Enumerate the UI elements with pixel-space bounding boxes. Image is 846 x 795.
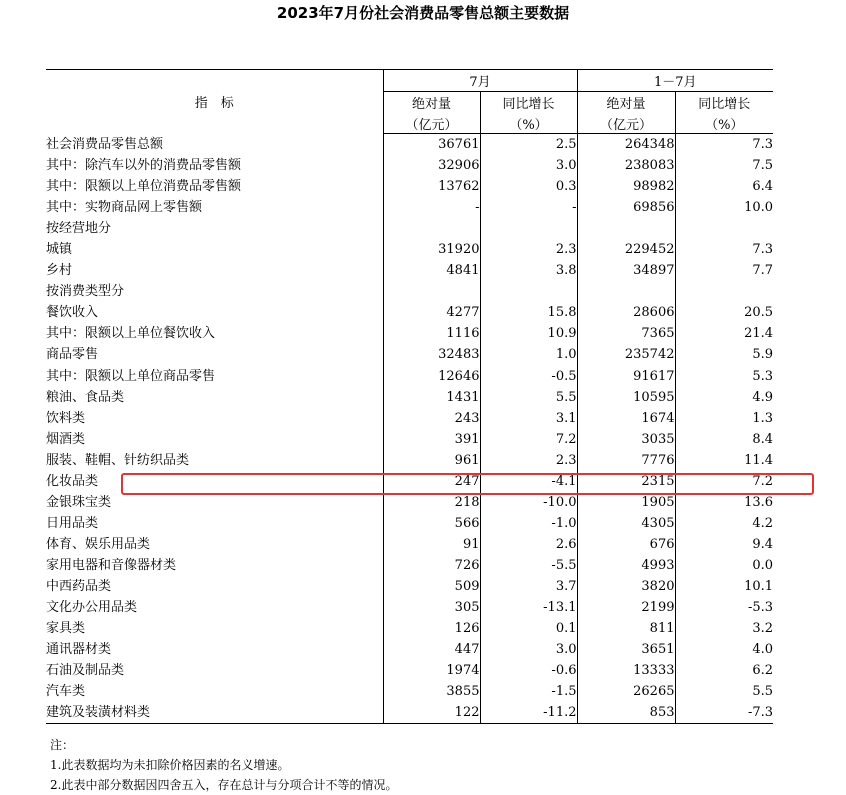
col-header-ytd-abs: 绝对量 [577, 92, 675, 114]
row-label: 服装、鞋帽、针纺织品类 [46, 452, 190, 468]
cell-ytd-abs: 235742 [577, 344, 675, 365]
note-line-1: 1.此表数据均为未扣除价格因素的名义增速。 [50, 758, 290, 772]
cell-ytd-yoy: 7.3 [675, 134, 773, 156]
cell-ytd-yoy: 4.2 [675, 513, 773, 534]
cell-ytd-abs: 4993 [577, 555, 675, 576]
cell-ytd-abs: 2315 [577, 471, 675, 492]
cell-ytd-abs: 853 [577, 702, 675, 724]
group-header-jan-jul: 1－7月 [577, 70, 773, 92]
cell-ytd-yoy: 5.5 [675, 681, 773, 702]
cell-ytd-abs: 7365 [577, 323, 675, 344]
cell-jul-yoy: -13.1 [480, 597, 577, 618]
row-label: 按消费类型分 [46, 284, 125, 300]
cell-jul-yoy: 2.6 [480, 534, 577, 555]
table-row [46, 660, 773, 681]
cell-jul-yoy [480, 281, 577, 302]
cell-jul-abs: 1431 [383, 387, 480, 408]
cell-ytd-yoy: 7.2 [675, 471, 773, 492]
cell-ytd-abs: 264348 [577, 134, 675, 156]
cell-ytd-yoy: 7.7 [675, 260, 773, 281]
cell-jul-yoy: 1.0 [480, 344, 577, 365]
table-row [46, 681, 773, 702]
table-row [46, 323, 773, 344]
row-label: 社会消费品零售总额 [46, 136, 164, 152]
cell-jul-yoy: 10.9 [480, 323, 577, 344]
cell-ytd-yoy: 6.2 [675, 660, 773, 681]
cell-ytd-yoy: 6.4 [675, 176, 773, 197]
col-header-ytd-yoy: 同比增长 [675, 92, 773, 114]
cell-jul-yoy: 3.0 [480, 639, 577, 660]
table-row [46, 281, 773, 302]
cell-jul-abs: 391 [383, 429, 480, 450]
cell-jul-abs: 243 [383, 408, 480, 429]
table-row [46, 155, 773, 176]
cell-ytd-yoy: 4.0 [675, 639, 773, 660]
row-label: 城镇 [46, 242, 73, 258]
table-row [46, 597, 773, 618]
cell-jul-yoy: 2.3 [480, 450, 577, 471]
cell-jul-yoy: 3.7 [480, 576, 577, 597]
cell-jul-abs: 218 [383, 492, 480, 513]
cell-jul-yoy: 0.3 [480, 176, 577, 197]
cell-ytd-abs: 811 [577, 618, 675, 639]
cell-ytd-yoy: 1.3 [675, 408, 773, 429]
row-label: 中西药品类 [46, 579, 112, 594]
col-unit-ytd-abs: （亿元） [577, 113, 675, 134]
cell-ytd-yoy: 10.1 [675, 576, 773, 597]
table-row [46, 492, 773, 513]
cell-ytd-yoy: 11.4 [675, 450, 773, 471]
row-label: 其中：限额以上单位餐饮收入 [46, 326, 216, 342]
cell-ytd-abs: 229452 [577, 239, 675, 260]
table-row [46, 513, 773, 534]
row-label: 体育、娱乐用品类 [46, 536, 151, 552]
retail-sales-table [46, 69, 773, 724]
cell-ytd-abs: 7776 [577, 450, 675, 471]
cell-ytd-yoy: 5.9 [675, 344, 773, 365]
cell-jul-abs: 91 [383, 534, 480, 555]
cell-jul-yoy: -10.0 [480, 492, 577, 513]
cell-ytd-yoy: 0.0 [675, 555, 773, 576]
group-header-july: 7月 [383, 70, 577, 92]
row-label: 其中：实物商品网上零售额 [46, 200, 203, 216]
row-label: 建筑及装潢材料类 [46, 702, 383, 724]
table-row [46, 534, 773, 555]
table-row [46, 366, 773, 387]
cell-ytd-yoy: 9.4 [675, 534, 773, 555]
cell-jul-abs: 32483 [383, 344, 480, 365]
cell-ytd-abs: 91617 [577, 366, 675, 387]
cell-jul-abs: 1974 [383, 660, 480, 681]
cell-jul-abs [383, 281, 480, 302]
row-label: 日用品类 [46, 515, 99, 531]
cell-ytd-yoy: 10.0 [675, 197, 773, 218]
table-row [46, 408, 773, 429]
table-row [46, 197, 773, 218]
cell-jul-abs: 3855 [383, 681, 480, 702]
cell-jul-yoy: -5.5 [480, 555, 577, 576]
cell-ytd-abs: 238083 [577, 155, 675, 176]
cell-jul-yoy: 7.2 [480, 429, 577, 450]
cell-jul-abs: 509 [383, 576, 480, 597]
cell-jul-abs: 726 [383, 555, 480, 576]
col-unit-july-abs: （亿元） [383, 113, 480, 134]
row-label: 金银珠宝类 [46, 494, 112, 510]
row-label: 石油及制品类 [46, 663, 125, 679]
cell-jul-abs: 31920 [383, 239, 480, 260]
table-row [46, 450, 773, 471]
cell-jul-abs: 305 [383, 597, 480, 618]
cell-jul-yoy: 0.1 [480, 618, 577, 639]
table-row [46, 176, 773, 197]
cell-ytd-abs: 69856 [577, 197, 675, 218]
cell-jul-abs: 126 [383, 618, 480, 639]
cell-ytd-yoy: -7.3 [675, 702, 773, 724]
cell-ytd-yoy: 4.9 [675, 387, 773, 408]
table-row [46, 134, 773, 156]
col-unit-ytd-yoy: （%） [675, 113, 773, 134]
table-notes [50, 735, 397, 795]
row-label: 烟酒类 [46, 431, 86, 447]
cell-ytd-abs: 28606 [577, 302, 675, 323]
cell-ytd-abs: 2199 [577, 597, 675, 618]
indicator-header: 指 标 [46, 70, 383, 134]
cell-jul-abs [383, 218, 480, 239]
cell-jul-abs: - [383, 197, 480, 218]
table-row [46, 239, 773, 260]
table-row [46, 387, 773, 408]
cell-jul-abs: 961 [383, 450, 480, 471]
cell-ytd-abs: 4305 [577, 513, 675, 534]
table-row [46, 639, 773, 660]
cell-jul-yoy: - [480, 197, 577, 218]
cell-jul-yoy: -0.5 [480, 366, 577, 387]
cell-jul-abs: 447 [383, 639, 480, 660]
row-label: 通讯器材类 [46, 642, 112, 658]
cell-jul-yoy: 3.8 [480, 260, 577, 281]
cell-ytd-abs: 26265 [577, 681, 675, 702]
cell-jul-yoy: 3.1 [480, 408, 577, 429]
cell-ytd-abs: 1674 [577, 408, 675, 429]
cell-jul-yoy: 2.5 [480, 134, 577, 156]
note-line-2: 2.此表中部分数据因四舍五入，存在总计与分项合计不等的情况。 [50, 778, 398, 792]
cell-ytd-yoy: 13.6 [675, 492, 773, 513]
table-row [46, 618, 773, 639]
row-label: 其中：除汽车以外的消费品零售额 [46, 158, 242, 174]
cell-ytd-abs [577, 281, 675, 302]
cell-jul-yoy: 15.8 [480, 302, 577, 323]
cell-jul-abs: 13762 [383, 176, 480, 197]
cell-ytd-abs: 13333 [577, 660, 675, 681]
row-label: 饮料类 [46, 410, 86, 426]
row-label: 商品零售 [46, 347, 99, 363]
row-label: 汽车类 [46, 684, 86, 700]
cell-ytd-abs: 10595 [577, 387, 675, 408]
cell-ytd-abs: 1905 [577, 492, 675, 513]
row-label: 乡村 [46, 263, 73, 279]
cell-ytd-yoy [675, 281, 773, 302]
cell-ytd-abs: 676 [577, 534, 675, 555]
cell-jul-abs: 247 [383, 471, 480, 492]
row-label: 家具类 [46, 621, 86, 637]
table-row [46, 576, 773, 597]
cell-ytd-yoy: 21.4 [675, 323, 773, 344]
cell-jul-yoy: -4.1 [480, 471, 577, 492]
cell-ytd-abs: 3651 [577, 639, 675, 660]
row-label: 餐饮收入 [46, 305, 99, 321]
row-label: 家用电器和音像器材类 [46, 557, 177, 573]
cell-ytd-abs: 34897 [577, 260, 675, 281]
cell-ytd-yoy: 5.3 [675, 366, 773, 387]
cell-jul-yoy: 3.0 [480, 155, 577, 176]
table-row-highlighted [46, 471, 773, 492]
cell-jul-yoy: 5.5 [480, 387, 577, 408]
col-header-july-yoy: 同比增长 [480, 92, 577, 114]
cell-jul-abs: 32906 [383, 155, 480, 176]
row-label: 其中：限额以上单位消费品零售额 [46, 179, 242, 195]
table-row [46, 429, 773, 450]
cell-jul-yoy [480, 218, 577, 239]
cell-jul-yoy: -1.0 [480, 513, 577, 534]
cell-ytd-abs [577, 218, 675, 239]
table-row [46, 555, 773, 576]
page-title: 2023年7月份社会消费品零售总额主要数据 [276, 4, 570, 22]
table-row [46, 344, 773, 365]
cell-ytd-abs: 3820 [577, 576, 675, 597]
cell-ytd-yoy [675, 218, 773, 239]
table-row [46, 302, 773, 323]
cell-ytd-abs: 98982 [577, 176, 675, 197]
cell-ytd-yoy: 20.5 [675, 302, 773, 323]
cell-jul-abs: 1116 [383, 323, 480, 344]
cell-jul-yoy: -1.5 [480, 681, 577, 702]
row-label: 其中：限额以上单位商品零售 [46, 368, 216, 384]
row-label: 按经营地分 [46, 221, 112, 237]
col-unit-july-yoy: （%） [480, 113, 577, 134]
cell-ytd-yoy: 7.3 [675, 239, 773, 260]
cell-jul-abs: 122 [383, 702, 480, 724]
table-row [46, 702, 773, 724]
cell-ytd-yoy: 3.2 [675, 618, 773, 639]
cell-jul-abs: 12646 [383, 366, 480, 387]
col-header-july-abs: 绝对量 [383, 92, 480, 114]
row-label: 粮油、食品类 [46, 389, 125, 405]
table-row [46, 260, 773, 281]
cell-ytd-yoy: -5.3 [675, 597, 773, 618]
row-label: 文化办公用品类 [46, 600, 138, 616]
cell-jul-yoy: -0.6 [480, 660, 577, 681]
table-row [46, 218, 773, 239]
cell-jul-abs: 4841 [383, 260, 480, 281]
cell-jul-abs: 566 [383, 513, 480, 534]
cell-ytd-abs: 3035 [577, 429, 675, 450]
row-label: 化妆品类 [46, 473, 99, 489]
table-body [46, 134, 773, 724]
cell-jul-yoy: -11.2 [480, 702, 577, 724]
cell-ytd-yoy: 7.5 [675, 155, 773, 176]
cell-ytd-yoy: 8.4 [675, 429, 773, 450]
notes-heading: 注： [50, 738, 75, 752]
cell-jul-abs: 4277 [383, 302, 480, 323]
cell-jul-abs: 36761 [383, 134, 480, 156]
cell-jul-yoy: 2.3 [480, 239, 577, 260]
